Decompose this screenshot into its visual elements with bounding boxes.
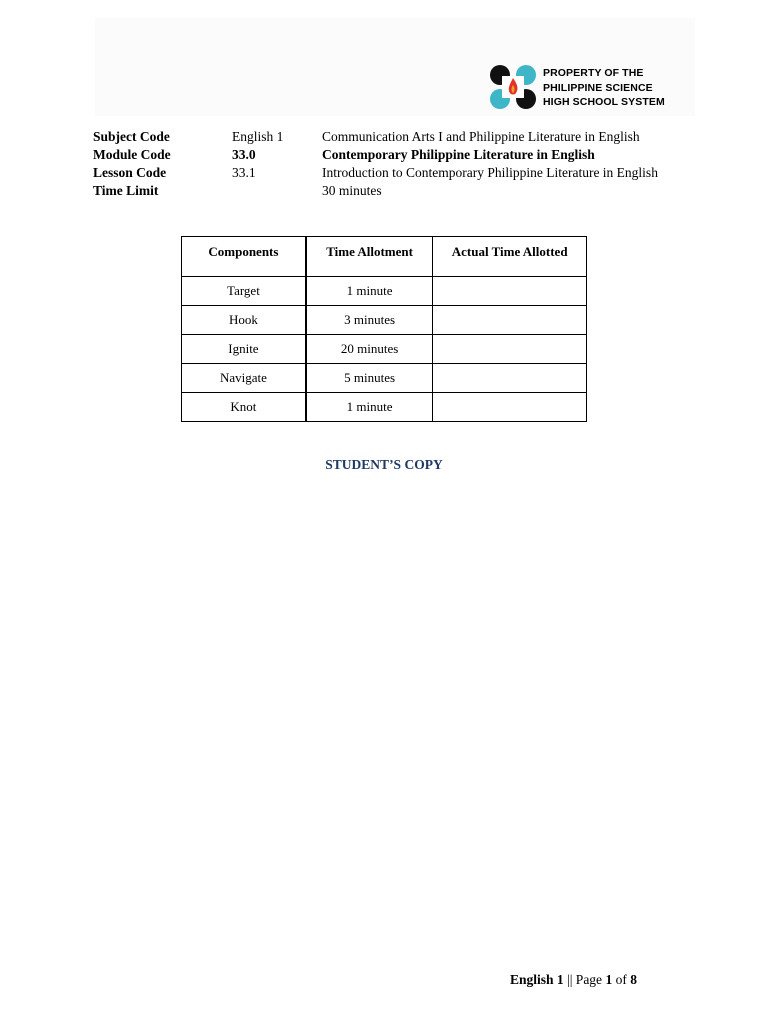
table-header-row	[182, 237, 587, 277]
component-cell: Ignite	[182, 335, 306, 364]
allotment-cell: 3 minutes	[306, 306, 433, 335]
info-code: English 1	[232, 129, 284, 144]
allotment-cell: 1 minute	[306, 393, 433, 422]
column-header-components: Components	[182, 237, 306, 277]
info-label: Subject Code	[93, 129, 170, 144]
students-copy-heading: STUDENT’S COPY	[325, 457, 443, 472]
actual-time-cell	[433, 335, 587, 364]
component-cell: Navigate	[182, 364, 306, 393]
table-row	[182, 393, 587, 422]
allotment-cell: 5 minutes	[306, 364, 433, 393]
component-cell: Target	[182, 277, 306, 306]
allotment-cell: 1 minute	[306, 277, 433, 306]
footer-of: of	[612, 972, 631, 987]
logo-line: PHILIPPINE SCIENCE	[543, 81, 653, 94]
footer-subject: English 1	[510, 972, 564, 987]
footer-separator: || Page	[563, 972, 606, 987]
table-row	[182, 364, 587, 393]
info-label: Time Limit	[93, 183, 159, 198]
info-label: Module Code	[93, 147, 171, 162]
table-row	[182, 277, 587, 306]
actual-time-cell	[433, 393, 587, 422]
logo-line: PROPERTY OF THE	[543, 67, 644, 79]
footer-total-pages: 8	[630, 972, 637, 987]
table-row	[182, 335, 587, 364]
info-description: Communication Arts I and Philippine Literature in English	[322, 129, 640, 144]
column-header-actual-time: Actual Time Allotted	[433, 237, 587, 277]
logo-line: HIGH SCHOOL SYSTEM	[543, 96, 665, 108]
info-code: 33.0	[232, 147, 256, 162]
info-description: Contemporary Philippine Literature in English	[322, 147, 595, 162]
actual-time-cell	[433, 364, 587, 393]
component-cell: Hook	[182, 306, 306, 335]
actual-time-cell	[433, 306, 587, 335]
footer-page-number: 1	[605, 972, 613, 987]
info-code: 33.1	[232, 165, 256, 180]
info-label: Lesson Code	[93, 165, 167, 180]
allotment-cell: 20 minutes	[306, 335, 433, 364]
component-cell: Knot	[182, 393, 306, 422]
table-row	[182, 306, 587, 335]
time-allotment-table	[181, 236, 587, 422]
actual-time-cell	[433, 277, 587, 306]
pshs-logo-icon	[488, 64, 538, 110]
info-description: 30 minutes	[322, 183, 382, 198]
column-header-time-allotment: Time Allotment	[306, 237, 433, 277]
logo-text	[543, 66, 665, 110]
info-description: Introduction to Contemporary Philippine Literature in English	[322, 165, 658, 180]
page-footer	[510, 972, 637, 988]
